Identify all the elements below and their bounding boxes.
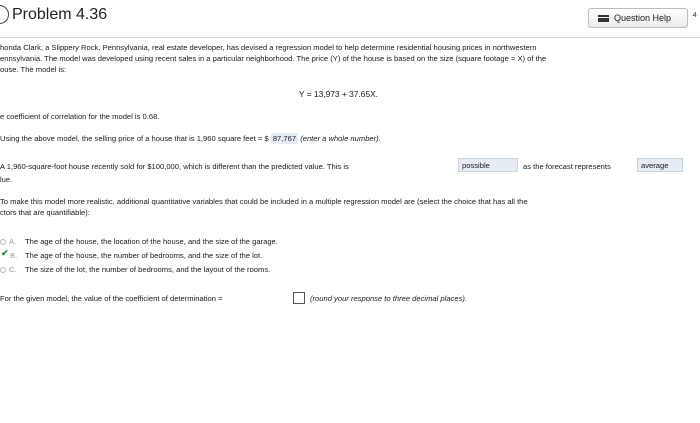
determination-input[interactable] (293, 292, 305, 304)
option-a-text[interactable]: The age of the house, the location of the house, and the size of the garage. (25, 237, 278, 246)
option-a-radio[interactable] (0, 239, 6, 245)
intro-line-3: ouse. The model is: (0, 65, 67, 74)
option-b-letter: B. (10, 251, 18, 260)
option-c-text[interactable]: The size of the lot, the number of bedrooms, and the layout of the rooms. (25, 265, 271, 274)
problem-header (0, 0, 700, 38)
option-c-letter: C. (9, 265, 17, 274)
part-a-answer[interactable]: 87,767 (272, 134, 297, 143)
page-title: Problem 4.36 (12, 6, 108, 23)
question-help-label: Question Help (614, 13, 672, 23)
more-icon[interactable]: ⁴ (692, 9, 698, 23)
part-b-text-3: lue. (0, 175, 13, 184)
possibility-dropdown[interactable]: possible (458, 158, 518, 172)
intro-line-2: ennsylvania. The model was developed using recent sales in a particular neighborhood. The price (Y) of the house is based on the size (square footage = X) of the (0, 54, 547, 63)
correlation-text: e coefficient of correlation for the model is 0.68. (0, 112, 160, 121)
model-equation: Y = 13,973 + 37.65X. (299, 89, 379, 99)
intro-line-1: honda Clark, a Slippery Rock, Pennsylvania, real estate developer, has devised a regression model to help determine residential housing prices in northwestern (0, 43, 537, 52)
forecast-dropdown[interactable]: average (637, 158, 683, 172)
part-b-text: A 1,960-square-foot house recently sold for $100,000, which is different than the predicted value. This is (0, 162, 349, 171)
part-a-text: Using the above model, the selling price of a house that is 1,960 square feet = $ (0, 134, 269, 143)
option-c-radio[interactable] (0, 267, 6, 273)
option-b-text[interactable]: The age of the house, the number of bedrooms, and the size of the lot. (25, 251, 263, 260)
part-a-question (0, 134, 381, 143)
part-c-question-2: ctors that are quantifiable): (0, 208, 90, 217)
checkmark-icon: ✔ (1, 248, 9, 258)
part-b-text-2: as the forecast represents (523, 162, 611, 171)
problem-status-icon (0, 5, 9, 24)
part-d-text: For the given model, the value of the coefficient of determination = (0, 294, 223, 303)
part-c-question-1: To make this model more realistic, additional quantitative variables that could be included in a multiple regression model are (select the choice that has all the (0, 197, 528, 206)
list-icon (598, 15, 609, 22)
part-d-hint: (round your response to three decimal places). (310, 294, 468, 303)
question-help-button[interactable] (588, 8, 688, 28)
option-a-letter: A. (9, 237, 17, 246)
part-a-hint: (enter a whole number). (300, 134, 381, 143)
